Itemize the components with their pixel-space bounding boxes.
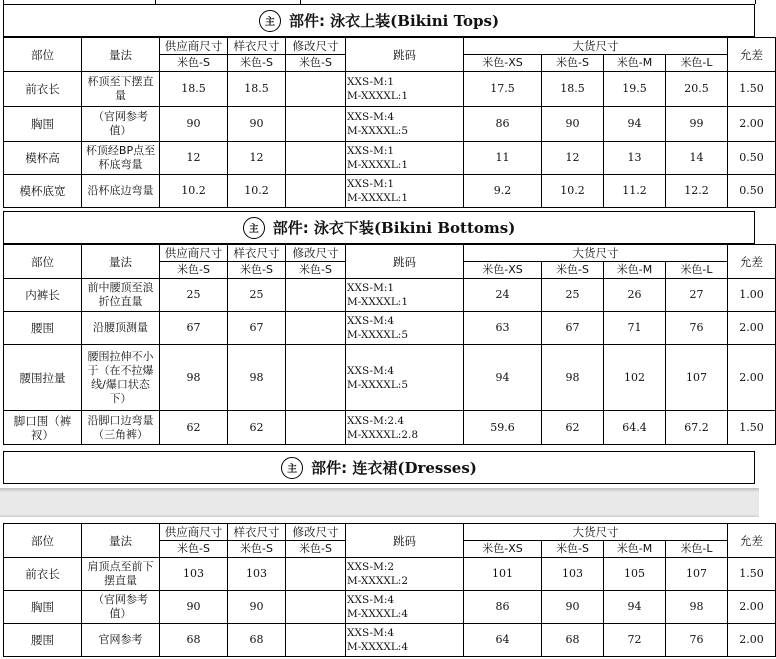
section-title-zh: 部件: 泳衣下装 (272, 219, 374, 237)
cell-bulk-l: 98 (666, 591, 728, 624)
cell-bulk-m: 64.4 (604, 411, 666, 445)
cell-part: 胸围 (4, 107, 82, 142)
cell-bulk-m: 26 (604, 279, 666, 312)
cell-grading-line: M-XXXXL:4 (347, 608, 409, 620)
cell-bulk-s: 103 (542, 558, 604, 591)
col-header-part: 部位 (4, 245, 82, 279)
cell-bulk-l: 27 (666, 279, 728, 312)
table-row (4, 72, 776, 107)
cell-bulk-xs: 63 (464, 312, 542, 345)
table-row (4, 624, 776, 657)
cell-bulk-l: 76 (666, 624, 728, 657)
table-row (4, 591, 776, 624)
table-header-row (4, 524, 776, 541)
cell-supplier-size: 103 (160, 558, 228, 591)
cell-sample-size: 12 (228, 142, 286, 175)
bulk-m-header: 米色-M (604, 55, 666, 72)
cell-tolerance: 2.00 (728, 591, 776, 624)
cell-supplier-size: 10.2 (160, 175, 228, 208)
cell-supplier-size: 62 (160, 411, 228, 445)
cell-bulk-xs: 64 (464, 624, 542, 657)
col-header-method: 量法 (82, 524, 160, 558)
bulk-xs-header: 米色-XS (464, 55, 542, 72)
col-header-sample-size: 样衣尺寸 (228, 524, 286, 541)
cell-sample-size: 90 (228, 591, 286, 624)
cell-sample-size: 67 (228, 312, 286, 345)
cell-bulk-m: 71 (604, 312, 666, 345)
col-header-method: 量法 (82, 38, 160, 72)
cell-method-line: 杯底弯量 (98, 158, 143, 171)
section-title-en: (Dresses) (397, 458, 477, 477)
cell-tolerance: 1.50 (728, 72, 776, 107)
cell-bulk-l: 20.5 (666, 72, 728, 107)
cell-method-line: 值） (109, 124, 132, 137)
modified-color-size: 米色-S (286, 541, 346, 558)
cell-sample-size: 98 (228, 345, 286, 411)
cell-part: 模杯底宽 (4, 175, 82, 208)
cell-method-line: （三角裤） (93, 427, 148, 441)
cell-bulk-m: 72 (604, 624, 666, 657)
col-header-bulk-size: 大货尺寸 (464, 524, 728, 541)
table-row (4, 345, 776, 411)
cell-grading-line: XXS-M:4 (347, 594, 395, 606)
modified-color-size: 米色-S (286, 55, 346, 72)
col-header-tolerance: 允差 (728, 245, 776, 279)
cell-modified-size (286, 591, 346, 624)
cell-bulk-s: 12 (542, 142, 604, 175)
bulk-s-header: 米色-S (542, 262, 604, 279)
cell-part: 腰围拉量 (4, 345, 82, 411)
supplier-color-size: 米色-S (160, 262, 228, 279)
cell-bulk-s: 25 (542, 279, 604, 312)
cell-method-line: 肩顶点至前下 (87, 560, 154, 573)
section-header-bikini-bottoms (3, 211, 755, 244)
cell-grading-line: XXS-M:1 (347, 145, 395, 157)
cell-method (82, 411, 160, 445)
supplier-color-size: 米色-S (160, 541, 228, 558)
col-header-modified-size: 修改尺寸 (286, 245, 346, 262)
page-break-gap (0, 488, 759, 517)
cell-part: 模杯高 (4, 142, 82, 175)
cell-bulk-l: 76 (666, 312, 728, 345)
table-header-row (4, 38, 776, 55)
main-part-badge: 主 (281, 457, 303, 479)
col-header-bulk-size: 大货尺寸 (464, 245, 728, 262)
cell-method-line: 沿脚口边弯量 (87, 413, 154, 427)
cell-method (82, 345, 160, 411)
cell-grading (346, 411, 464, 445)
cell-bulk-s: 90 (542, 591, 604, 624)
cell-bulk-s: 62 (542, 411, 604, 445)
cell-method-line: 腰围拉伸不小 (87, 349, 154, 363)
cell-bulk-xs: 86 (464, 107, 542, 142)
cell-method-line: 沿杯底边弯量 (87, 184, 154, 197)
cell-tolerance: 1.50 (728, 558, 776, 591)
cell-part-line: 脚口围（裤 (13, 413, 72, 428)
cell-grading-line: XXS-M:1 (347, 178, 395, 190)
cell-bulk-s: 67 (542, 312, 604, 345)
cell-grading-line: XXS-M:4 (347, 111, 395, 123)
cell-bulk-s: 98 (542, 345, 604, 411)
cell-method-line: （官网参考 (93, 110, 148, 123)
cell-grading-line: M-XXXXL:1 (347, 90, 409, 102)
cell-method (82, 72, 160, 107)
table-header-row (4, 245, 776, 262)
section-title-zh: 部件: 连衣裙 (311, 459, 398, 477)
cell-grading (346, 72, 464, 107)
col-header-tolerance: 允差 (728, 38, 776, 72)
cell-grading-line: M-XXXXL:2 (347, 575, 409, 587)
cell-bulk-m: 11.2 (604, 175, 666, 208)
table-row (4, 142, 776, 175)
sample-color-size: 米色-S (228, 262, 286, 279)
cell-bulk-m: 105 (604, 558, 666, 591)
cell-grading-line: M-XXXXL:5 (347, 125, 409, 137)
cell-tolerance: 1.50 (728, 411, 776, 445)
cell-part: 内裤长 (4, 279, 82, 312)
cell-method-line: 线/爆口状态 (91, 377, 150, 391)
cell-part: 前衣长 (4, 72, 82, 107)
cell-bulk-m: 19.5 (604, 72, 666, 107)
cell-grading (346, 591, 464, 624)
col-header-sample-size: 样衣尺寸 (228, 245, 286, 262)
col-header-grading: 跳码 (346, 245, 464, 279)
bulk-l-header: 米色-L (666, 55, 728, 72)
section-header-dresses (3, 451, 755, 484)
cell-part: 前衣长 (4, 558, 82, 591)
cell-method (82, 558, 160, 591)
cell-grading (346, 345, 464, 411)
bulk-l-header: 米色-L (666, 541, 728, 558)
section-header-bikini-tops (3, 4, 755, 37)
col-header-supplier-size: 供应商尺寸 (160, 245, 228, 262)
cell-sample-size: 10.2 (228, 175, 286, 208)
cell-modified-size (286, 279, 346, 312)
cell-tolerance: 2.00 (728, 624, 776, 657)
cell-sample-size: 62 (228, 411, 286, 445)
bulk-s-header: 米色-S (542, 541, 604, 558)
supplier-color-size: 米色-S (160, 55, 228, 72)
cell-grading-line: XXS-M:4 (347, 315, 395, 327)
cell-method (82, 312, 160, 345)
cell-bulk-m: 94 (604, 591, 666, 624)
cell-grading-line: XXS-M:1 (347, 76, 395, 88)
col-header-grading: 跳码 (346, 524, 464, 558)
cell-method-line: 折位直量 (98, 295, 143, 308)
cell-bulk-l: 107 (666, 345, 728, 411)
cell-method (82, 279, 160, 312)
cell-bulk-l: 14 (666, 142, 728, 175)
cell-bulk-s: 18.5 (542, 72, 604, 107)
cell-method-line: 官网参考 (98, 633, 143, 646)
col-header-part: 部位 (4, 38, 82, 72)
cell-modified-size (286, 72, 346, 107)
size-spec-table-dresses (3, 523, 776, 657)
cell-method-line: 前中腰顶至浪 (87, 281, 154, 294)
cell-method-line: 下） (109, 391, 132, 405)
cell-sample-size: 18.5 (228, 72, 286, 107)
cell-method-line: 值） (109, 607, 132, 620)
cell-tolerance: 1.00 (728, 279, 776, 312)
cell-sample-size: 25 (228, 279, 286, 312)
cell-bulk-s: 90 (542, 107, 604, 142)
cell-supplier-size: 12 (160, 142, 228, 175)
cell-grading (346, 142, 464, 175)
cell-bulk-m: 13 (604, 142, 666, 175)
bulk-xs-header: 米色-XS (464, 262, 542, 279)
main-part-badge: 主 (243, 217, 265, 239)
cell-grading-line: M-XXXXL:1 (347, 296, 409, 308)
cell-method-line: （官网参考 (93, 593, 148, 606)
cell-method-line: 摆直量 (104, 574, 137, 587)
cell-method-line: 杯顶至下摆直 (87, 75, 154, 88)
cell-part: 腰围 (4, 312, 82, 345)
cell-bulk-xs: 86 (464, 591, 542, 624)
col-header-tolerance: 允差 (728, 524, 776, 558)
cell-part-line: 衩） (31, 427, 54, 442)
cell-method (82, 624, 160, 657)
modified-color-size: 米色-S (286, 262, 346, 279)
cell-bulk-xs: 59.6 (464, 411, 542, 445)
cell-grading-line: M-XXXXL:4 (347, 641, 409, 653)
table-row (4, 107, 776, 142)
cell-grading-line: XXS-M:4 (347, 627, 395, 639)
cell-bulk-s: 10.2 (542, 175, 604, 208)
cell-sample-size: 103 (228, 558, 286, 591)
cell-bulk-m: 102 (604, 345, 666, 411)
cell-sample-size: 68 (228, 624, 286, 657)
cell-grading (346, 312, 464, 345)
cell-grading-line: XXS-M:4 (347, 364, 395, 377)
cell-supplier-size: 67 (160, 312, 228, 345)
cell-tolerance: 2.00 (728, 107, 776, 142)
cell-supplier-size: 68 (160, 624, 228, 657)
cell-method (82, 142, 160, 175)
col-header-grading: 跳码 (346, 38, 464, 72)
table-row (4, 175, 776, 208)
cell-modified-size (286, 107, 346, 142)
cell-bulk-l: 12.2 (666, 175, 728, 208)
cell-bulk-xs: 101 (464, 558, 542, 591)
cell-bulk-xs: 17.5 (464, 72, 542, 107)
cell-modified-size (286, 175, 346, 208)
cell-bulk-xs: 24 (464, 279, 542, 312)
cell-method-line: 量 (115, 89, 126, 102)
section-title-en: (Bikini Tops) (390, 11, 500, 30)
cell-grading-line: XXS-M:2 (347, 561, 395, 573)
cell-sample-size: 90 (228, 107, 286, 142)
cell-bulk-l: 107 (666, 558, 728, 591)
cell-bulk-m: 94 (604, 107, 666, 142)
cell-modified-size (286, 558, 346, 591)
cell-grading (346, 175, 464, 208)
bulk-s-header: 米色-S (542, 55, 604, 72)
col-header-supplier-size: 供应商尺寸 (160, 38, 228, 55)
cell-modified-size (286, 411, 346, 445)
cell-supplier-size: 90 (160, 107, 228, 142)
cell-tolerance: 2.00 (728, 345, 776, 411)
cell-tolerance: 0.50 (728, 142, 776, 175)
cell-modified-size (286, 345, 346, 411)
cell-bulk-xs: 9.2 (464, 175, 542, 208)
bulk-xs-header: 米色-XS (464, 541, 542, 558)
section-title-en: (Bikini Bottoms) (373, 218, 516, 237)
sample-color-size: 米色-S (228, 541, 286, 558)
main-part-badge: 主 (259, 10, 281, 32)
cell-tolerance: 2.00 (728, 312, 776, 345)
col-header-supplier-size: 供应商尺寸 (160, 524, 228, 541)
col-header-part: 部位 (4, 524, 82, 558)
cell-method-line: 杯顶经BP点至 (85, 144, 156, 157)
cell-grading (346, 107, 464, 142)
col-header-sample-size: 样衣尺寸 (228, 38, 286, 55)
cell-grading-line: XXS-M:1 (347, 282, 395, 294)
size-spec-table-bikini-bottoms (3, 244, 776, 445)
cell-tolerance: 0.50 (728, 175, 776, 208)
col-header-bulk-size: 大货尺寸 (464, 38, 728, 55)
cell-bulk-xs: 94 (464, 345, 542, 411)
table-row (4, 279, 776, 312)
bulk-m-header: 米色-M (604, 262, 666, 279)
cell-method-line: 沿腰顶测量 (93, 321, 148, 334)
cell-grading (346, 558, 464, 591)
cell-modified-size (286, 312, 346, 345)
cell-method-line: 于（在不拉爆 (87, 363, 154, 377)
sample-color-size: 米色-S (228, 55, 286, 72)
cell-supplier-size: 25 (160, 279, 228, 312)
cell-grading-line: M-XXXXL:5 (347, 329, 409, 341)
cell-grading-line: M-XXXXL:1 (347, 192, 409, 204)
section-title-zh: 部件: 泳衣上装 (288, 12, 391, 30)
bulk-l-header: 米色-L (666, 262, 728, 279)
cell-grading-line: M-XXXXL:5 (347, 378, 409, 391)
cell-supplier-size: 98 (160, 345, 228, 411)
cell-grading-line: M-XXXXL:2.8 (347, 428, 419, 441)
cell-part: 胸围 (4, 591, 82, 624)
cell-bulk-xs: 11 (464, 142, 542, 175)
table-row (4, 312, 776, 345)
table-row (4, 411, 776, 445)
col-header-modified-size: 修改尺寸 (286, 524, 346, 541)
cell-part: 腰围 (4, 624, 82, 657)
cell-modified-size (286, 142, 346, 175)
cell-bulk-l: 67.2 (666, 411, 728, 445)
cell-method (82, 175, 160, 208)
cell-supplier-size: 18.5 (160, 72, 228, 107)
document-page-2 (0, 517, 764, 659)
size-spec-table-bikini-tops (3, 37, 776, 208)
table-row (4, 558, 776, 591)
bulk-m-header: 米色-M (604, 541, 666, 558)
col-header-modified-size: 修改尺寸 (286, 38, 346, 55)
cell-modified-size (286, 624, 346, 657)
cell-grading (346, 624, 464, 657)
cell-grading-line: XXS-M:2.4 (347, 414, 405, 427)
cell-bulk-s: 68 (542, 624, 604, 657)
cell-part (4, 411, 82, 445)
cell-grading-line: M-XXXXL:1 (347, 159, 409, 171)
cell-supplier-size: 90 (160, 591, 228, 624)
cell-method (82, 107, 160, 142)
cell-grading (346, 279, 464, 312)
cell-method (82, 591, 160, 624)
col-header-method: 量法 (82, 245, 160, 279)
cell-bulk-l: 99 (666, 107, 728, 142)
